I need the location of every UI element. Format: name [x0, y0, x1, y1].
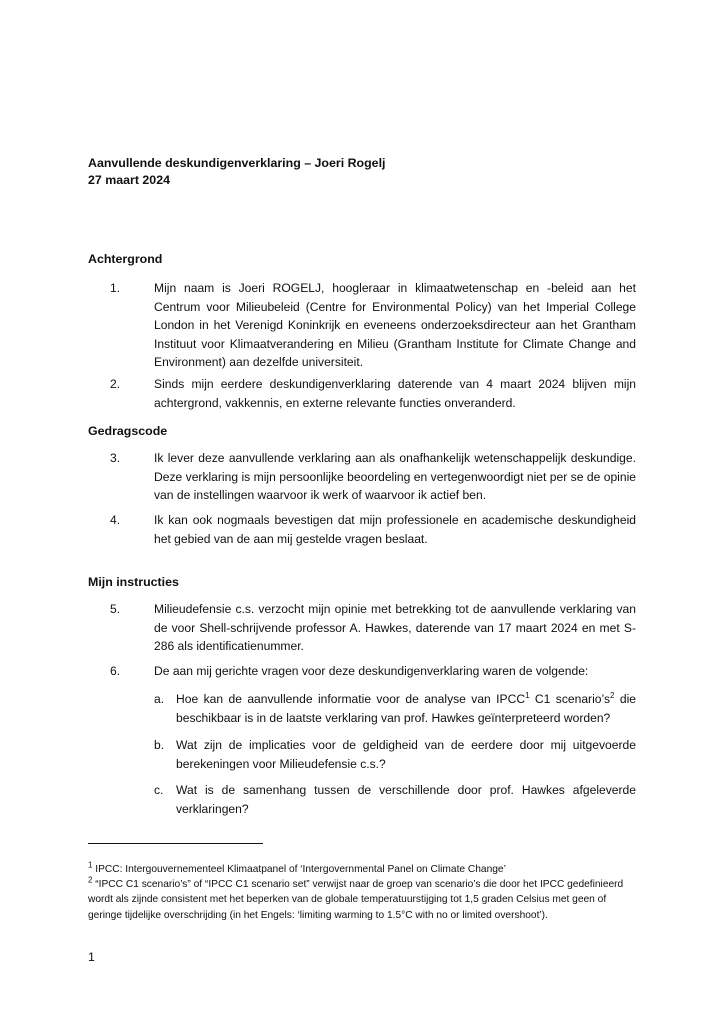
- question-c: [154, 781, 636, 818]
- paragraph-text: Sinds mijn eerdere deskundigenverklaring daterende van 4 maart 2024 blijven mijn achtergrond, vakkennis, en externe relevante functies onveranderd.: [154, 377, 636, 410]
- section-heading-instructies: Mijn instructies: [88, 575, 179, 589]
- question-letter: a.: [154, 692, 165, 706]
- paragraph-text: Milieudefensie c.s. verzocht mijn opinie met betrekking tot de aanvullende verklaring van de voor Shell-schrijvende professor A. Hawkes, daterende van 17 maart 2024 en met S-286 als identificatienummer.: [154, 602, 636, 654]
- paragraph-number: 3.: [110, 451, 121, 465]
- footnote-text: IPCC: Intergouvernementeel Klimaatpanel of ‘Intergovernmental Panel on Climate Change’: [92, 864, 506, 875]
- paragraph-text: De aan mij gerichte vragen voor deze deskundigenverklaring waren de volgende:: [154, 664, 589, 678]
- footnote-mark: 1: [88, 860, 93, 870]
- paragraph-2: [88, 375, 636, 412]
- question-text: Wat is de samenhang tussen de verschillende door prof. Hawkes afgeleverde verklaringen?: [176, 783, 636, 816]
- footnote-ref-1: 1: [525, 690, 530, 700]
- question-text: Hoe kan de aanvullende informatie voor de analyse van IPCC$^1$ C1 $scenario’s^2$ die beschikbaar is in de laatste verklaring van prof. Hawkes geïnterpreteerd worden?: [176, 690, 637, 725]
- paragraph-number: 6.: [110, 664, 121, 678]
- document-date: 27 maart 2024: [88, 173, 170, 187]
- paragraph-number: 5.: [110, 602, 121, 616]
- section-heading-achtergrond: Achtergrond: [88, 252, 163, 266]
- paragraph-number: 1.: [110, 281, 121, 295]
- footnote-separator: [88, 843, 263, 844]
- question-a: [154, 690, 636, 727]
- page-number: 1: [88, 950, 95, 964]
- paragraph-1: [88, 279, 636, 372]
- paragraph-6: [88, 662, 636, 681]
- paragraph-3: [88, 449, 636, 505]
- document-title: Aanvullende deskundigenverklaring – Joeri Rogelj: [88, 156, 386, 170]
- question-letter: c.: [154, 783, 164, 797]
- paragraph-text: Mijn naam is Joeri ROGELJ, hoogleraar in klimaatwetenschap en -beleid aan het Centrum voor Milieubeleid (Centre for Environmental Policy) van het Imperial College London in het Verenigd Koninkrijk en eveneens onderzoeksdirecteur aan het Grantham Instituut voor Klimaatverandering en Milieu (Grantham Institute for Climate Change and Environment) aan dezelfde universiteit.: [154, 281, 636, 370]
- section-heading-gedragscode: Gedragscode: [88, 424, 168, 438]
- paragraph-text: Ik kan ook nogmaals bevestigen dat mijn professionele en academische deskundigheid het gebied van de aan mij gestelde vragen beslaat.: [154, 513, 636, 546]
- footnote-ref-2: 2: [610, 690, 615, 700]
- footnote-2: [88, 877, 636, 923]
- question-letter: b.: [154, 738, 165, 752]
- paragraph-text: Ik lever deze aanvullende verklaring aan als onafhankelijk wetenschappelijk deskundige. Deze verklaring is mijn persoonlijke beoordeling en vertegenwoordigt niet per se de opinie van de instellingen waarvoor ik werk of waarvoor ik actief ben.: [154, 451, 636, 503]
- paragraph-number: 4.: [110, 513, 121, 527]
- footnote-1: [88, 862, 636, 877]
- paragraph-number: 2.: [110, 377, 121, 391]
- question-b: [154, 736, 636, 773]
- footnote-mark: 2: [88, 875, 93, 885]
- paragraph-4: [88, 511, 636, 548]
- question-text: Wat zijn de implicaties voor de geldigheid van de eerdere door mij uitgevoerde berekeningen voor Milieudefensie c.s.?: [176, 738, 636, 771]
- footnote-text: “IPCC C1 scenario’s” of “IPCC C1 scenario set” verwijst naar de groep van scenario’s die door het IPCC gedefinieerd wordt als zijnde consistent met het beperken van de globale temperatuurstijging tot 1,5 graden Celsius met geen of geringe tijdelijke overschrijding (in het Engels: ‘limiting warming to 1.5°C with no or limited overshoot’).: [88, 879, 624, 921]
- paragraph-5: [88, 600, 636, 656]
- document-header: [88, 155, 385, 189]
